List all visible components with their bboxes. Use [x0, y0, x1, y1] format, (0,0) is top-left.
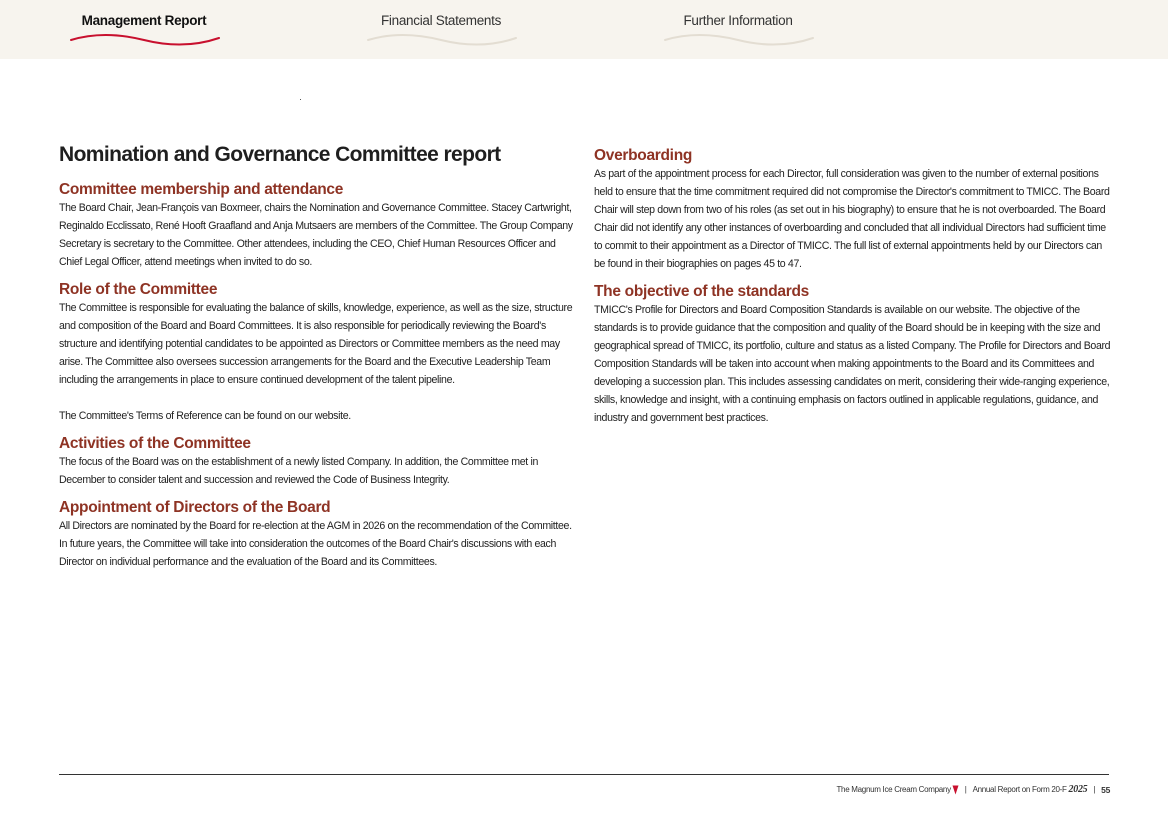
tab-wave-icon [653, 28, 823, 48]
tab-wave-icon [356, 28, 526, 48]
tab-management-report[interactable] [59, 0, 229, 59]
section-role [59, 280, 579, 425]
tab-label: Financial Statements [380, 13, 502, 28]
page-number: 55 [1101, 784, 1110, 795]
tab-label: Further Information [683, 13, 793, 28]
section-heading: Appointment of Directors of the Board [59, 499, 331, 516]
section-heading: Activities of the Committee [59, 435, 251, 452]
top-navigation [0, 0, 1168, 59]
section-standards [594, 282, 1114, 427]
footer-divider [59, 774, 1109, 775]
tab-label: Management Report [81, 13, 207, 28]
footer-year: 2025 [1068, 784, 1088, 795]
footer-company: The Magnum Ice Cream Company [836, 785, 958, 795]
section-text: TMICC's Profile for Directors and Board Composition Standards is available on our website. The objective of the standards is to provide guidance that the composition and quality of the Board should be in keeping with the size and geographical spread of TMICC, its portfolio, culture and status as a listed Company. The Profile for Directors and Board Composition Standards will be taken into account when making appointments to the Board and its Committees and developing a succession plan. This includes assessing candidates on merit, considering their wide-ranging experience, skills, knowledge and insight, with a continuing emphasis on factors outlined in applicable regulations, guidance, and industry and government best practices. [594, 304, 1111, 424]
section-text: The Committee is responsible for evaluating the balance of skills, knowledge, experience, as well as the size, structure and composition of the Board and Board Committees. It is also responsible for periodically reviewing the Board's structure and identifying potential candidates to be appointed as Directors or Committee members as the need may arise. The Committee also oversees succession arrangements for the Board and the Executive Leadership Team including the arrangements in place to ensure continued development of the talent pipeline. [59, 302, 573, 386]
brand-drop-icon [952, 785, 959, 795]
section-text: The focus of the Board was on the establishment of a newly listed Company. In addition, the Committee met in December to consider talent and succession and reviewed the Code of Business Integrity. [59, 456, 539, 486]
left-column [59, 140, 579, 580]
section-heading: The objective of the standards [594, 283, 809, 300]
section-heading: Role of the Committee [59, 281, 218, 298]
section-appointment [59, 498, 579, 571]
footer-report: Annual Report on Form 20-F 2025 [972, 784, 1088, 795]
footer-separator: | [964, 785, 967, 794]
section-text: The Committee's Terms of Reference can be found on our website. [59, 410, 351, 422]
section-overboarding [594, 146, 1114, 273]
footer [836, 784, 1110, 795]
tab-financial-statements[interactable] [356, 0, 526, 59]
section-activities [59, 434, 579, 489]
right-column [594, 146, 1114, 436]
tab-further-information[interactable] [653, 0, 823, 59]
section-membership [59, 180, 579, 271]
tab-active-wave-icon [59, 28, 229, 48]
section-heading: Committee membership and attendance [59, 181, 344, 198]
section-heading: Overboarding [594, 147, 693, 164]
section-text: All Directors are nominated by the Board for re-election at the AGM in 2026 on the recommendation of the Committee. In future years, the Committee will take into consideration the outcomes of the Board Chair's discussions with each Director on individual performance and the evaluation of the Board and its Committees. [59, 520, 572, 568]
stray-dot [300, 99, 301, 100]
footer-separator: | [1093, 785, 1096, 794]
section-text: As part of the appointment process for each Director, full consideration was given to the number of external positions held to ensure that the time commitment required did not compromise the Director's commitment to TMICC. The Board Chair will step down from two of his roles (as set out in his biography) to ensure that he is not overboarded. The Board Chair did not identify any other instances of overboarding and concluded that all individual Directors had sufficient time to commit to their appointment as a Director of TMICC. The full list of external appointments held by our Directors can be found in their biographies on pages 45 to 47. [594, 168, 1110, 270]
section-text: The Board Chair, Jean-François van Boxmeer, chairs the Nomination and Governance Committee. Stacey Cartwright, Reginaldo Ecclissato, René Hooft Graafland and Anja Mutsaers are members of the Committee. The Group Company Secretary is secretary to the Committee. Other attendees, including the CEO, Chief Human Resources Officer and Chief Legal Officer, attend meetings when invited to do so. [59, 202, 573, 268]
page-title: Nomination and Governance Committee report [59, 143, 501, 166]
